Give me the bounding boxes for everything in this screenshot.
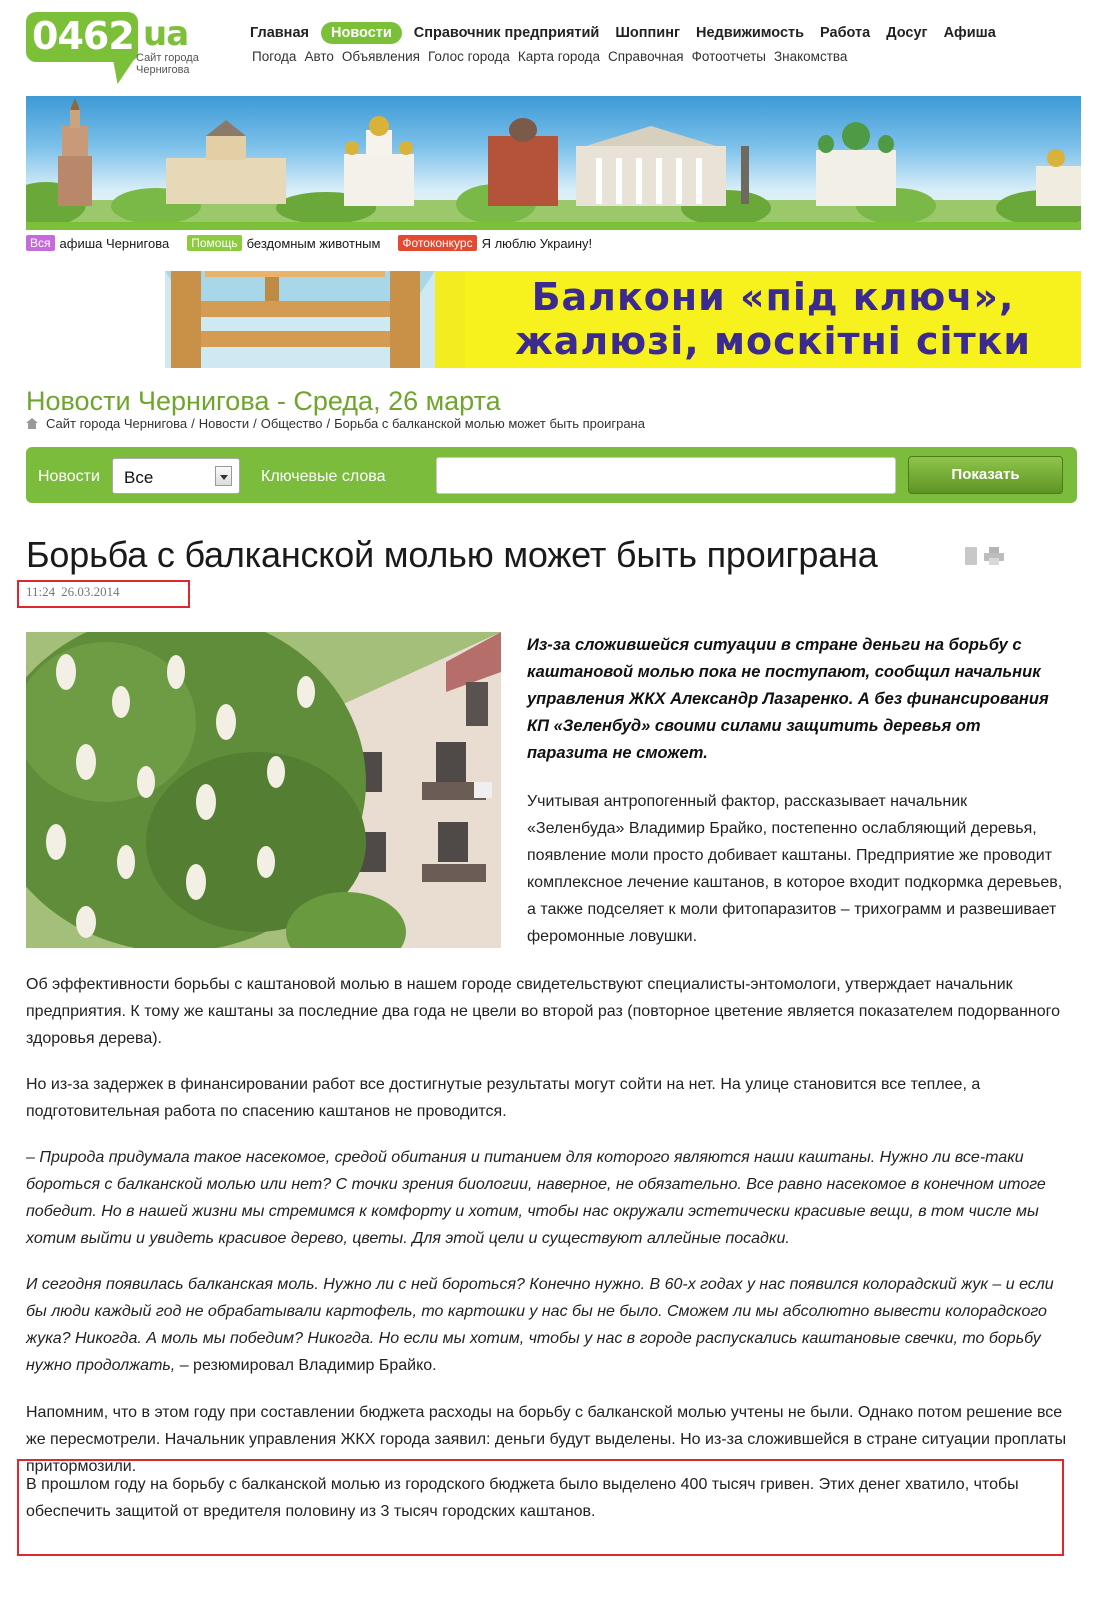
subnav-dating[interactable]: Знакомства <box>774 49 848 64</box>
city-skyline-illustration <box>26 96 1081 222</box>
category-select-value: Все <box>124 468 154 487</box>
tag-help-animals[interactable] <box>187 235 380 251</box>
article-time: 11:24 <box>26 584 56 599</box>
subnav-ads[interactable]: Объявления <box>341 49 420 64</box>
dropdown-arrow-icon[interactable] <box>215 466 232 486</box>
article-photo <box>26 632 501 948</box>
chestnut-tree-photo <box>26 632 501 948</box>
nav-home[interactable]: Главная <box>250 25 309 41</box>
breadcrumb-society[interactable]: Общество <box>260 416 323 431</box>
article-quote: И сегодня появилась балканская моль. Нужно ли с ней бороться? Конечно нужно. В 60-х годах у нас появился колорадский жук – и если бы люди каждый год не обрабатывали картофель, то картошки у нас бы не было. Сможем ли мы абсолютно вывести колорадского жука? Никогда. А моль мы победим? Никогда. Но если мы хотим, чтобы у нас в городе распускались каштановые свечки, то борьбу нужно продолжать, <box>26 1276 1054 1374</box>
nav-jobs[interactable]: Работа <box>820 25 871 41</box>
breadcrumb <box>26 416 645 431</box>
advertisement-banner[interactable] <box>165 271 1081 368</box>
article-title: Борьба с балканской молью может быть проиграна <box>26 534 878 575</box>
sub-navigation <box>252 49 847 64</box>
tag-text: Я люблю Украину! <box>481 235 593 251</box>
filter-keywords-label: Ключевые слова <box>261 468 386 485</box>
nav-shopping[interactable]: Шоппинг <box>615 25 680 41</box>
tag-pill: Фотоконкурс <box>398 235 476 251</box>
article-lead: Из-за сложившейся ситуации в стране деньги на борьбу с каштановой молью пока не поступают, сообщил начальник управления ЖКХ Александр Лазаренко. А без финансирования КП «Зеленбуд» своими силами защитить деревья от паразита не сможет. <box>527 636 1049 762</box>
tag-photo-contest[interactable] <box>398 235 592 251</box>
article-datetime <box>26 584 120 600</box>
logo-tld: ua <box>143 14 189 54</box>
tag-pill: Помощь <box>187 235 241 251</box>
promo-tag-links <box>26 235 592 251</box>
site-logo[interactable] <box>26 12 226 84</box>
breadcrumb-separator: / <box>253 416 257 431</box>
home-icon[interactable] <box>26 418 38 429</box>
page-title: Новости Чернигова - Среда, 26 марта <box>26 386 501 416</box>
city-banner <box>26 96 1081 230</box>
ad-headline-1: Балкони «під ключ», <box>531 275 1015 319</box>
article-paragraph: Учитывая антропогенный фактор, рассказывает начальник «Зеленбуда» Владимир Брайко, постепенно ослабляющий деревья, появление моли просто добивает каштаны. Предприятие же проводит комплексное лечение каштанов, в которое входит подкормка деревьев, а также подселяет к моли фитопаразитов – трихограмм и развешивает феромонные ловушки. <box>527 793 1063 945</box>
subnav-city-voice[interactable]: Голос города <box>427 49 510 64</box>
subnav-photo-reports[interactable]: Фотоотчеты <box>691 49 766 64</box>
breadcrumb-news[interactable]: Новости <box>198 416 250 431</box>
nav-directory[interactable]: Справочник предприятий <box>413 25 600 41</box>
ad-headline-2: жалюзі, москітні сітки <box>514 319 1032 363</box>
breadcrumb-separator: / <box>191 416 195 431</box>
news-filter-bar <box>26 447 1077 503</box>
subnav-reference[interactable]: Справочная <box>607 49 684 64</box>
filter-news-label: Новости <box>38 468 100 485</box>
logo-bubble-tail <box>108 56 137 84</box>
article-date: 26.03.2014 <box>61 584 120 599</box>
article-paragraph: Но из-за задержек в финансировании работ все достигнутые результаты могут сойти на нет. На улице становится все теплее, а подготовительная работа по спасению каштанов не проводится. <box>26 1076 981 1120</box>
nav-news[interactable]: Новости <box>321 22 402 44</box>
quote-attribution: – резюмировал Владимир Брайко. <box>179 1357 437 1374</box>
breadcrumb-separator: / <box>326 416 331 431</box>
tag-text: бездомным животным <box>246 235 381 251</box>
mobile-version-icon[interactable] <box>964 546 978 566</box>
breadcrumb-current: Борьба с балканской молью может быть проиграна <box>334 416 645 431</box>
keywords-input[interactable] <box>436 457 896 494</box>
nav-leisure[interactable]: Досуг <box>886 25 928 41</box>
article-paragraph: Напомним, что в этом году при составлении бюджета расходы на борьбу с балканской молью учтены не были. Однако потом решение все же пересмотрели. Начальник управления ЖКХ города заявил: деньги будут выделены. Но из-за сложившейся в стране ситуации проплаты притормозили. <box>26 1404 1067 1475</box>
nav-real-estate[interactable]: Недвижимость <box>696 25 805 41</box>
logo-number: 0462 <box>32 14 134 58</box>
article-paragraph: В прошлом году на борьбу с балканской молью из городского бюджета было выделено 400 тысяч гривен. Этих денег хватило, чтобы обеспечить защитой от вредителя половину из 3 тысяч городских каштанов. <box>26 1476 1019 1520</box>
show-button[interactable]: Показать <box>908 456 1063 494</box>
category-select[interactable] <box>112 458 240 494</box>
print-icon[interactable] <box>984 547 1004 565</box>
window-frame-illustration <box>165 271 465 368</box>
subnav-city-map[interactable]: Карта города <box>517 49 600 64</box>
article-paragraph: Об эффективности борьбы с каштановой молью в нашем городе свидетельствуют специалисты-энтомологи, утверждает начальник предприятия. К тому же каштаны за последние два года не цвели во второй раз (повторное цветение является показателем подорванного здоровья дерева). <box>26 976 1061 1047</box>
breadcrumb-site[interactable]: Сайт города Чернигова <box>46 416 188 431</box>
tag-afisha[interactable] <box>26 235 169 251</box>
article-quote-block <box>26 1271 1076 1379</box>
main-navigation <box>246 22 1000 44</box>
tag-text: афиша Чернигова <box>59 235 170 251</box>
logo-subtitle: Сайт города Чернигова <box>136 52 199 76</box>
tag-pill: Вся <box>26 235 55 251</box>
article-quote: – Природа придумала такое насекомое, средой обитания и питанием для которого являются наши каштаны. Нужно ли все-таки бороться с балканской молью или нет? С точки зрения биологии, наверное, не обязательно. Все равно насекомое в конечном итоге победит. Но в нашей жизни мы стремимся к комфорту и хотим, чтобы нас окружали эстетически красивые вещи, в том числе мы хотим выйти и увидеть красивое дерево, цветы. Для этой цели и существуют аллейные посадки. <box>26 1149 1046 1247</box>
subnav-weather[interactable]: Погода <box>252 49 297 64</box>
subnav-auto[interactable]: Авто <box>304 49 334 64</box>
article-tools <box>964 546 1004 566</box>
nav-posters[interactable]: Афиша <box>943 25 996 41</box>
